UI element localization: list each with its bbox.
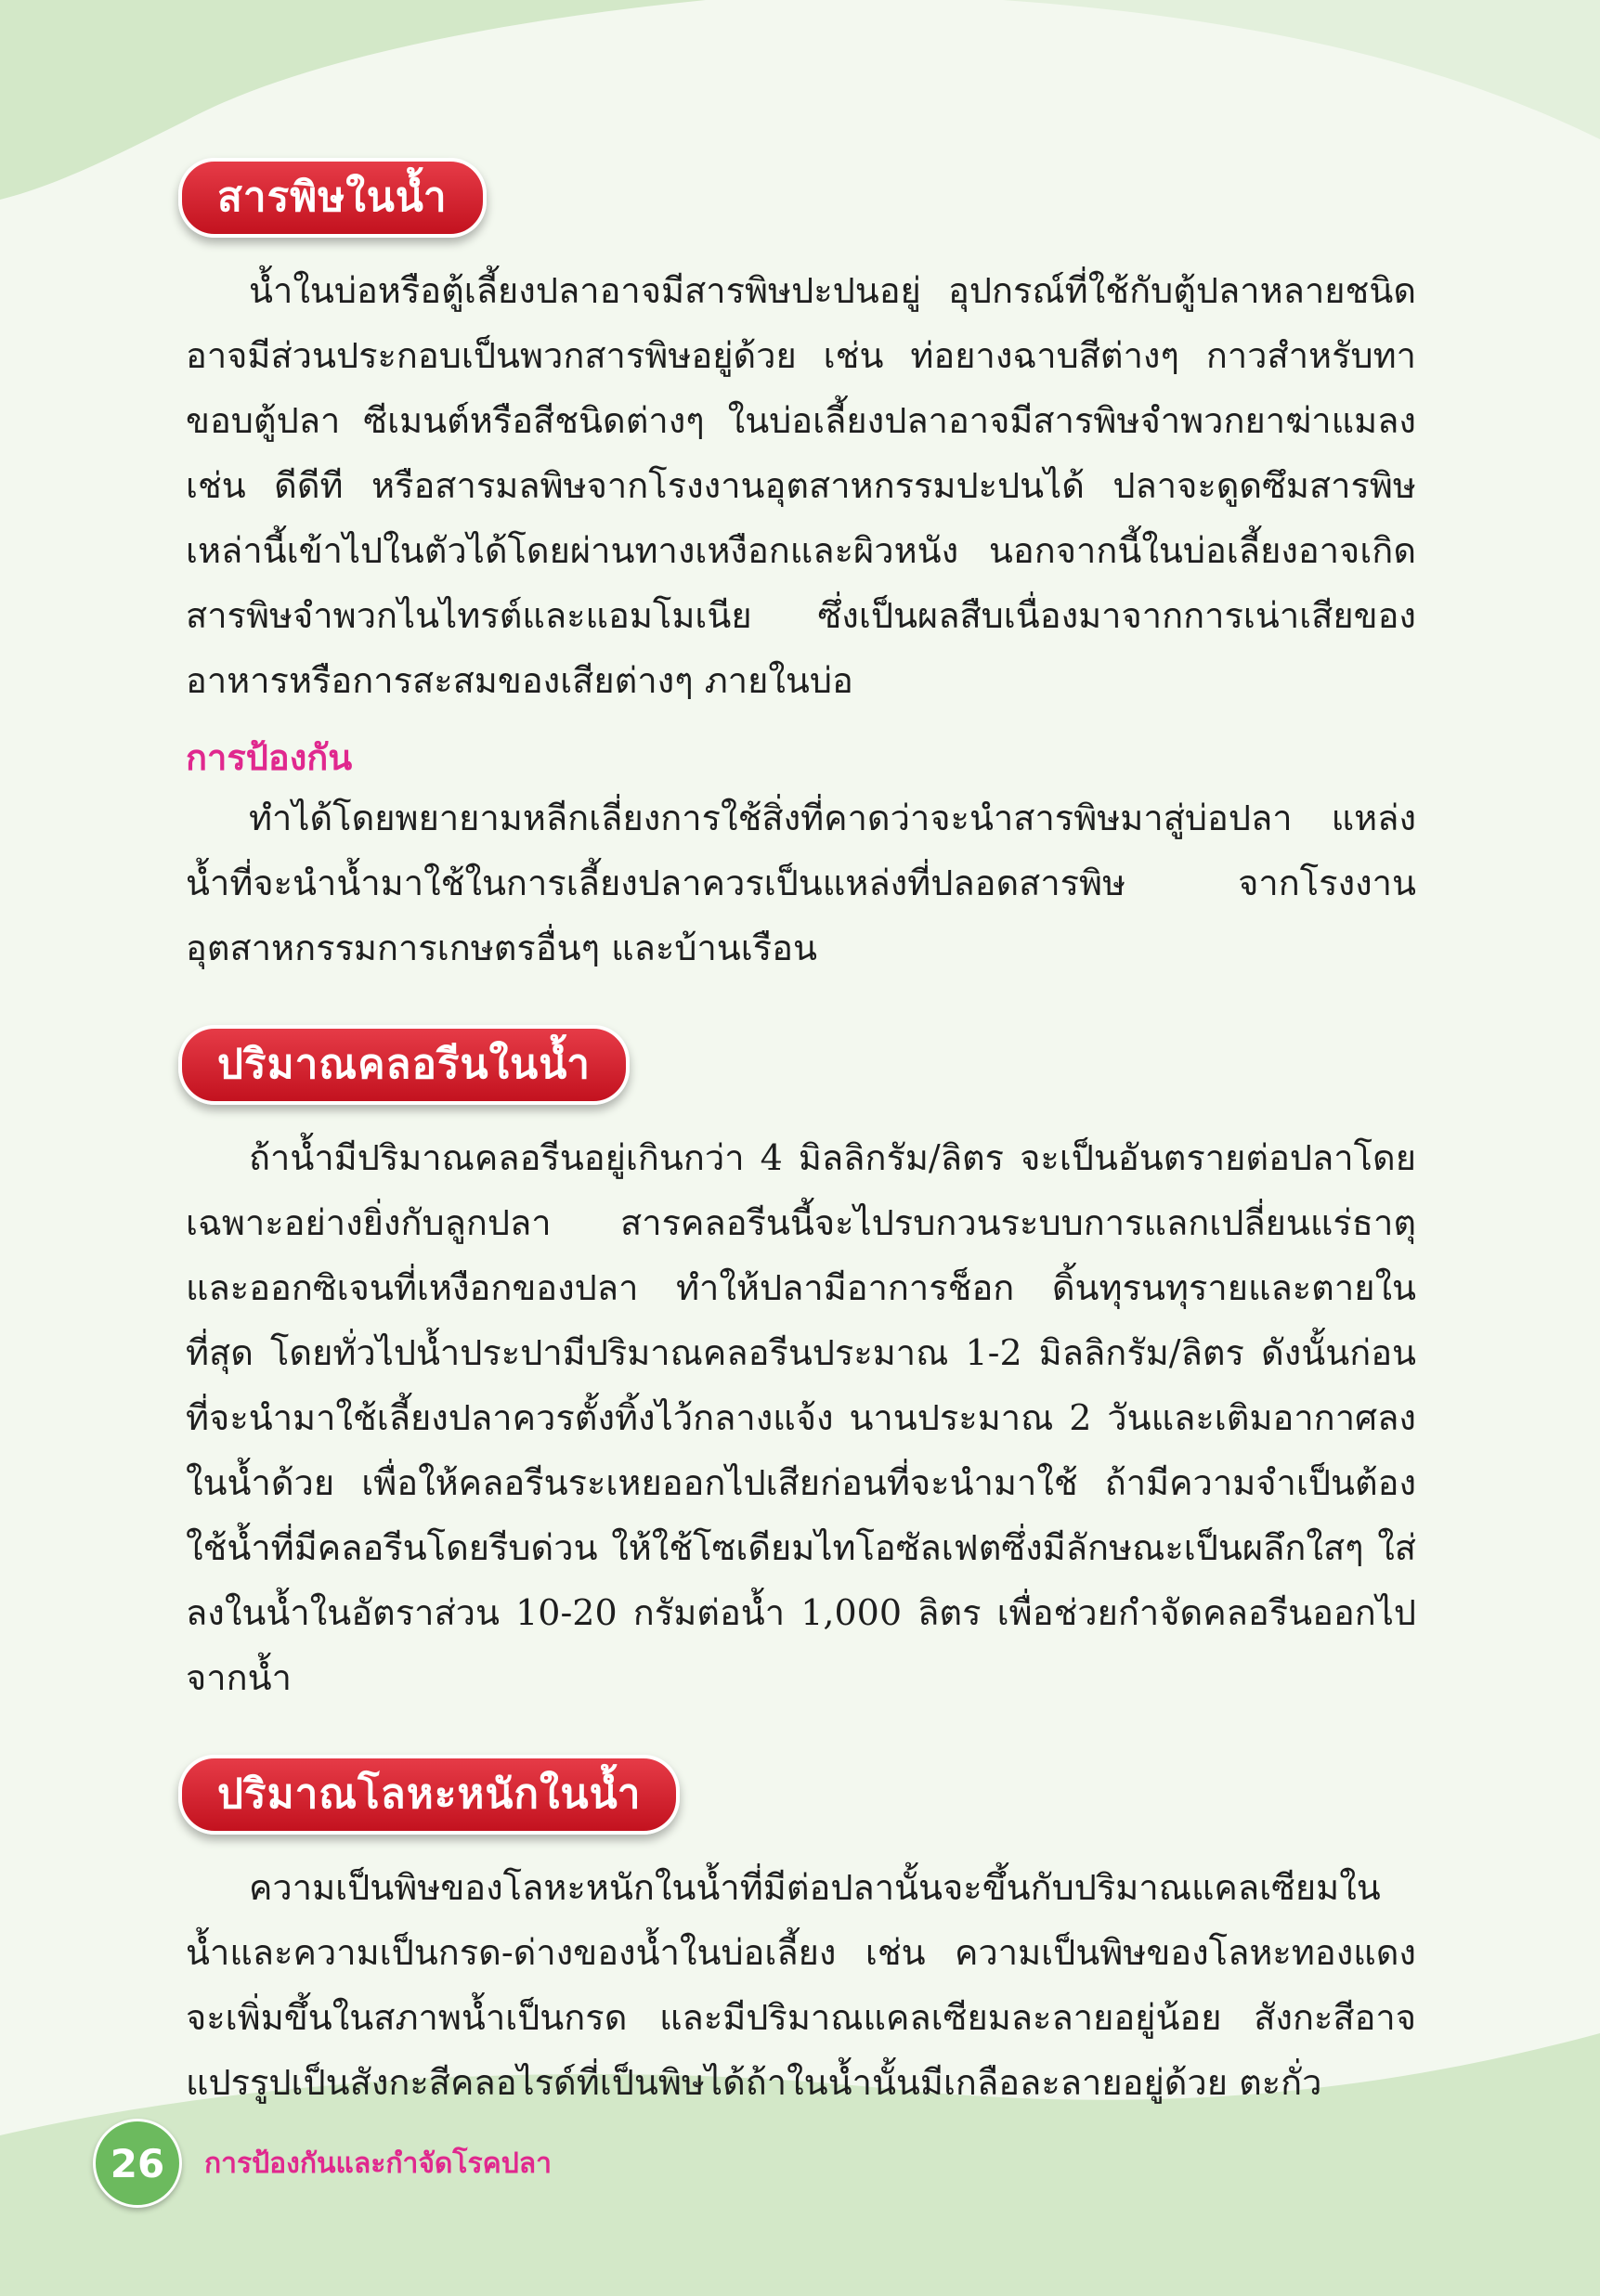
page-content (186, 158, 1416, 2115)
section-heading-heavy-metals: ปริมาณโลหะหนักในน้ำ (178, 1755, 680, 1835)
section-heading-toxins: สารพิษในน้ำ (178, 158, 487, 238)
page-footer (93, 2119, 552, 2208)
paragraph-chlorine: ถ้าน้ำมีปริมาณคลอรีนอยู่เกินกว่า 4 มิลลิกรัม/ลิตร จะเป็นอันตรายต่อปลาโดยเฉพาะอย่างยิ่งกับลูกปลา สารคลอรีนนี้จะไปรบกวนระบบการแลกเปลี่ยนแร่ธาตุและออกซิเจนที่เหงือกของปลา ทำให้ปลามีอาการช็อก ดิ้นทุรนทุรายและตายในที่สุด โดยทั่วไปน้ำประปามีปริมาณคลอรีนประมาณ 1-2 มิลลิกรัม/ลิตร ดังนั้นก่อนที่จะนำมาใช้เลี้ยงปลาควรตั้งทิ้งไว้กลางแจ้ง นานประมาณ 2 วันและเติมอากาศลงในน้ำด้วย เพื่อให้คลอรีนระเหยออกไปเสียก่อนที่จะนำมาใช้ ถ้ามีความจำเป็นต้องใช้น้ำที่มีคลอรีนโดยรีบด่วน ให้ใช้โซเดียมไทโอซัลเฟตซึ่งมีลักษณะเป็นผลึกใสๆ ใส่ลงในน้ำในอัตราส่วน 10-20 กรัมต่อน้ำ 1,000 ลิตร เพื่อช่วยกำจัดคลอรีนออกไปจากน้ำ (186, 1137, 1416, 1698)
footer-book-title: การป้องกันและกำจัดโรคปลา (204, 2147, 552, 2180)
page-number-badge: 26 (93, 2119, 182, 2208)
paragraph-heavy-metals: ความเป็นพิษของโลหะหนักในน้ำที่มีต่อปลานั้นจะขึ้นกับปริมาณแคลเซียมในน้ำและความเป็นกรด-ด่างของน้ำในบ่อเลี้ยง เช่น ความเป็นพิษของโลหะทองแดงจะเพิ่มขึ้นในสภาพน้ำเป็นกรด และมีปริมาณแคลเซียมละลายอยู่น้อย สังกะสีอาจแปรรูปเป็นสังกะสีคลอไรด์ที่เป็นพิษได้ถ้าในน้ำนั้นมีเกลือละลายอยู่ด้วย ตะกั่ว (186, 1867, 1416, 2103)
section-heading-chlorine: ปริมาณคลอรีนในน้ำ (178, 1025, 630, 1105)
paragraph-toxins: น้ำในบ่อหรือตู้เลี้ยงปลาอาจมีสารพิษปะปนอยู่ อุปกรณ์ที่ใช้กับตู้ปลาหลายชนิดอาจมีส่วนประกอบเป็นพวกสารพิษอยู่ด้วย เช่น ท่อยางฉาบสีต่างๆ กาวสำหรับทาขอบตู้ปลา ซีเมนต์หรือสีชนิดต่างๆ ในบ่อเลี้ยงปลาอาจมีสารพิษจำพวกยาฆ่าแมลง เช่น ดีดีที หรือสารมลพิษจากโรงงานอุตสาหกรรมปะปนได้ ปลาจะดูดซึมสารพิษเหล่านี้เข้าไปในตัวได้โดยผ่านทางเหงือกและผิวหนัง นอกจากนี้ในบ่อเลี้ยงอาจเกิดสารพิษจำพวกไนไทรต์และแอมโมเนีย ซึ่งเป็นผลสืบเนื่องมาจากการเน่าเสียของอาหารหรือการสะสมของเสียต่างๆ ภายในบ่อ (186, 270, 1416, 701)
paragraph-prevention: ทำได้โดยพยายามหลีกเลี่ยงการใช้สิ่งที่คาดว่าจะนำสารพิษมาสู่บ่อปลา แหล่งน้ำที่จะนำน้ำมาใช้ในการเลี้ยงปลาควรเป็นแหล่งที่ปลอดสารพิษ จากโรงงานอุตสาหกรรมการเกษตรอื่นๆ และบ้านเรือน (186, 798, 1416, 968)
subheading-prevention: การป้องกัน (186, 737, 353, 778)
